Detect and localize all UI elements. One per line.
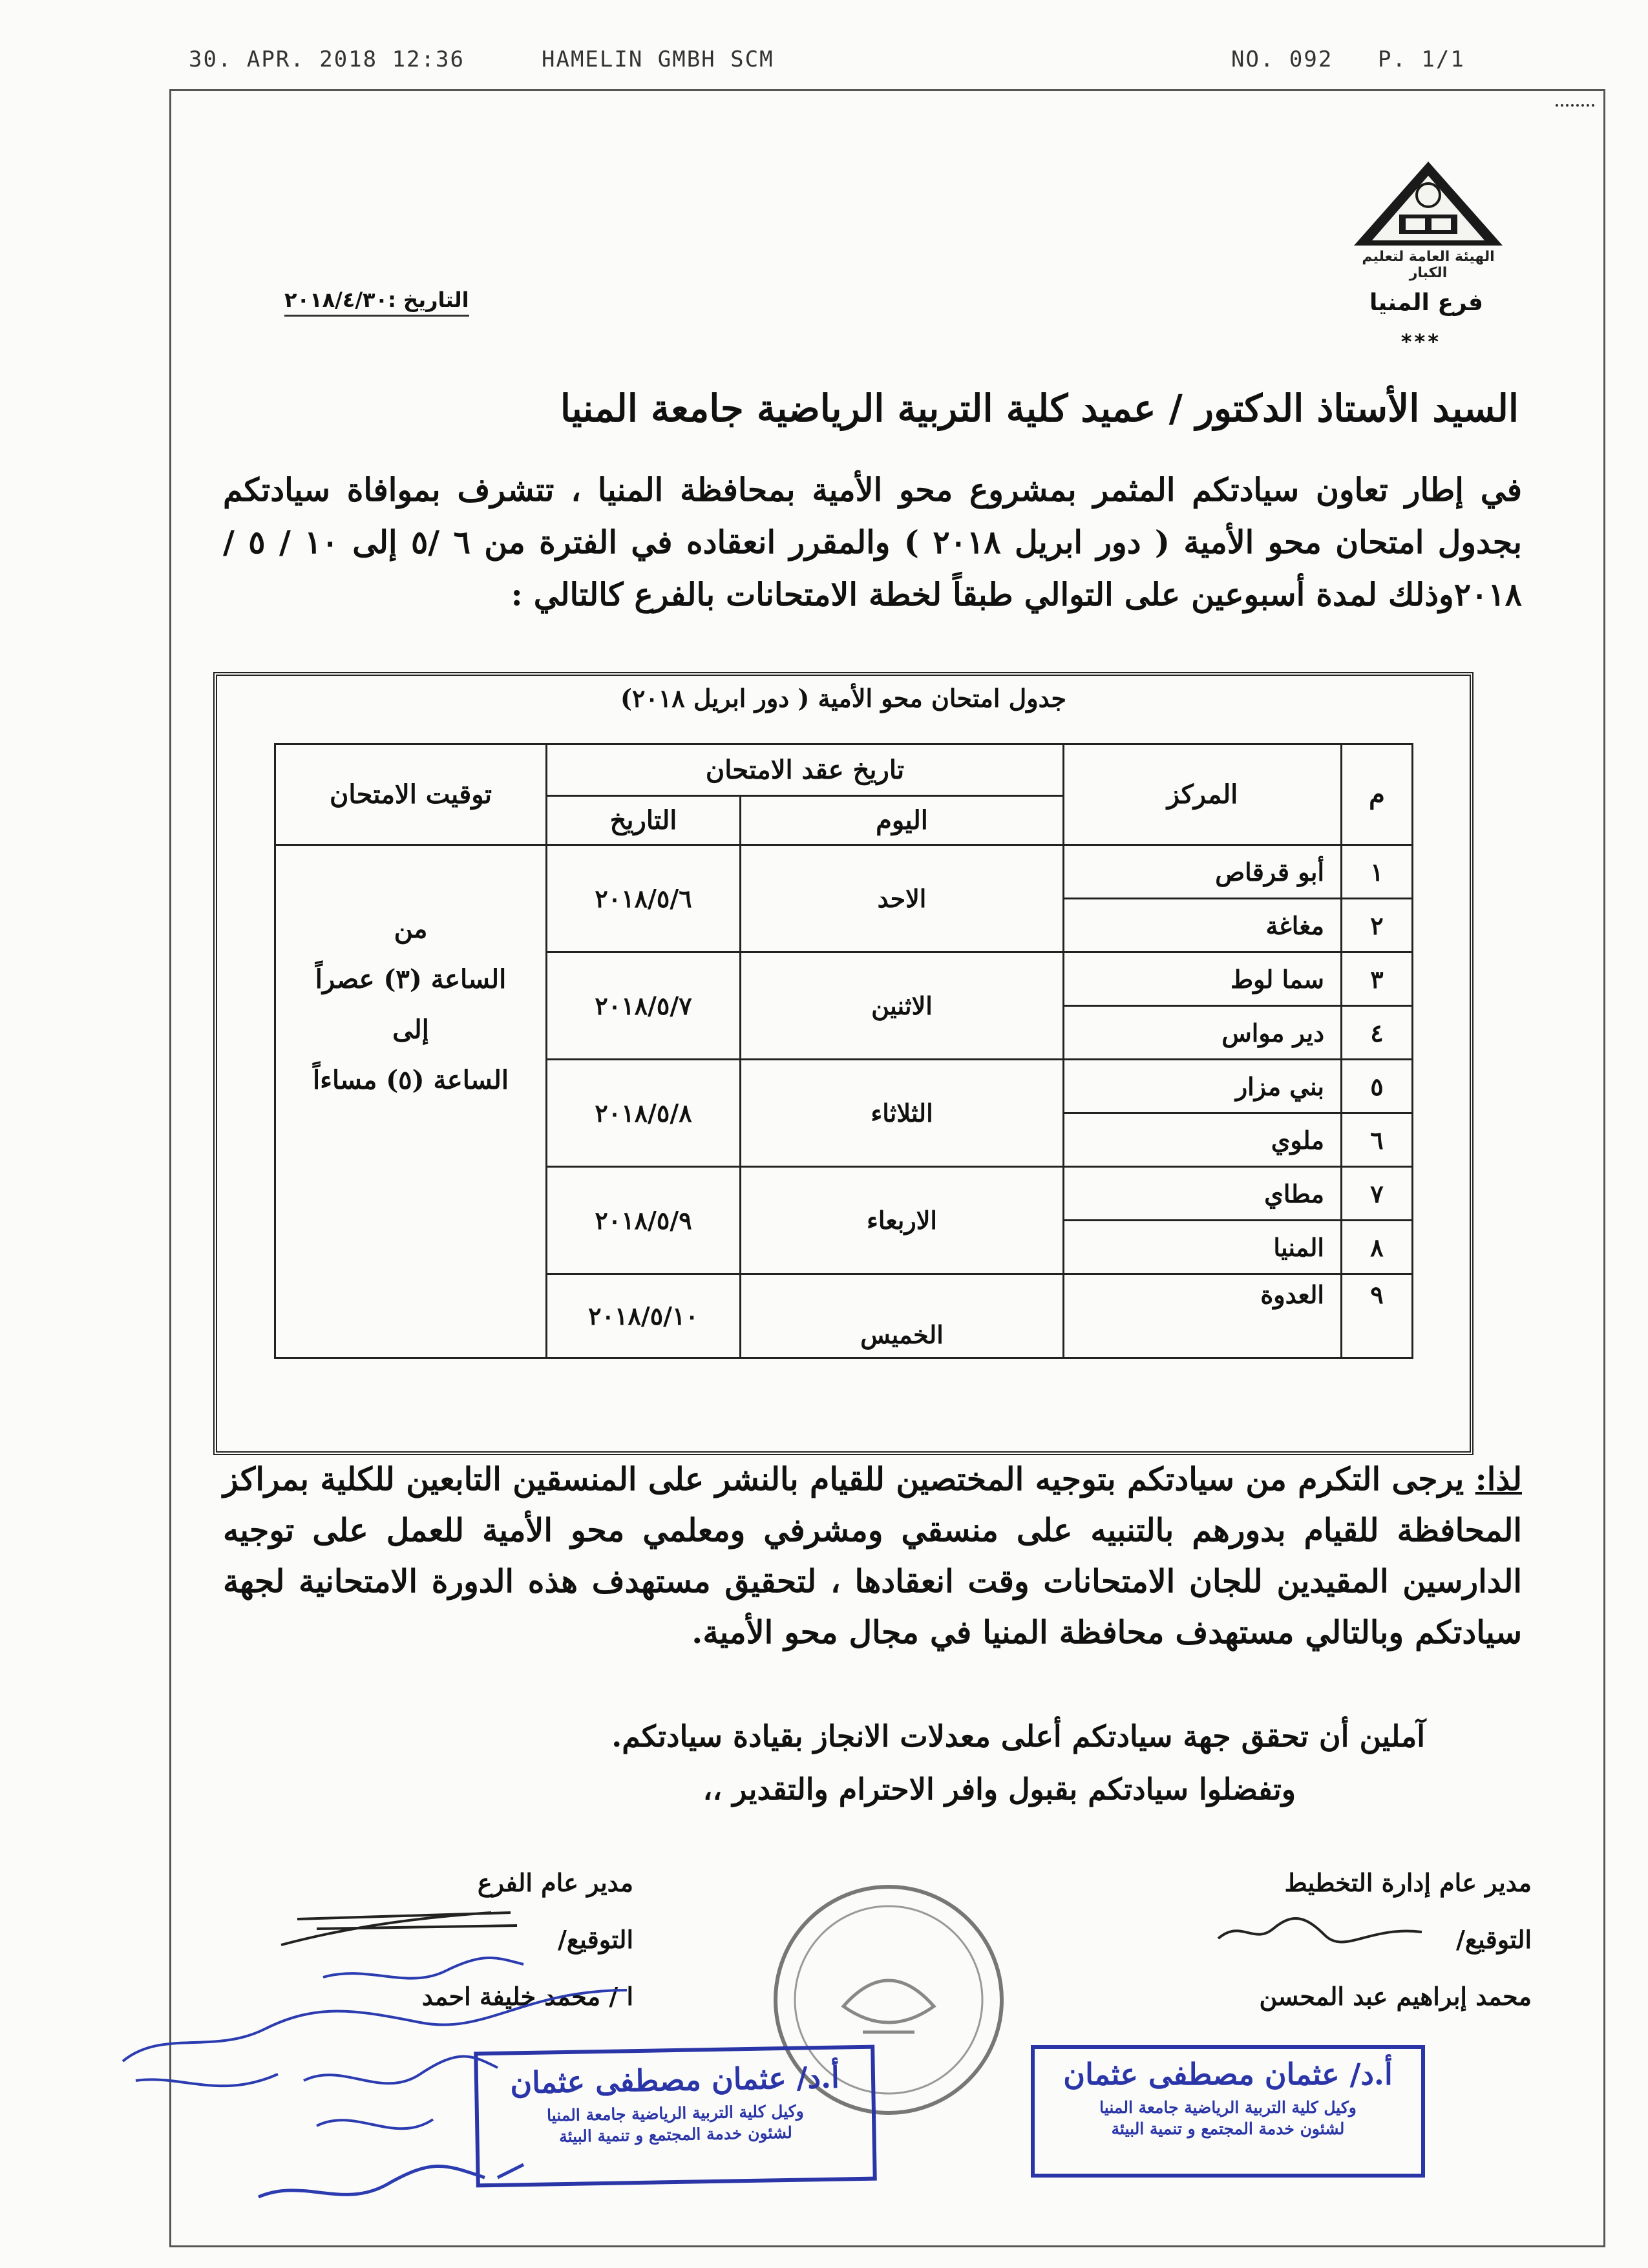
fax-company: HAMELIN GMBH SCM: [542, 47, 774, 72]
row-no: ١: [1342, 845, 1413, 899]
header-exam-date: تاريخ عقد الامتحان: [547, 744, 1064, 796]
stamp-department: لشئون خدمة المجتمع و تنمية البيئة: [558, 2123, 793, 2147]
row-day: الثلاثاء: [741, 1060, 1064, 1167]
row-center: مغاغة: [1064, 899, 1342, 952]
regards-line: وتفضلوا سيادتكم بقبول وافر الاحترام والتقدير ،،: [703, 1772, 1296, 1807]
row-no: ٢: [1342, 899, 1413, 952]
header-center: المركز: [1064, 744, 1342, 845]
header-day: اليوم: [741, 796, 1064, 845]
stamp-position: وكيل كلية التربية الرياضية جامعة المنيا: [546, 2101, 804, 2125]
time-line-from: من: [394, 913, 428, 944]
signatory-title: مدير عام إدارة التخطيط: [1284, 1868, 1532, 1897]
branch-name: فرع المنيا: [1369, 289, 1483, 316]
row-center: بني مزار: [1064, 1060, 1342, 1113]
handwritten-note-icon: [110, 1951, 692, 2242]
signature-label: التوقيع/: [558, 1925, 633, 1954]
row-date: ٢٠١٨/٥/٨: [547, 1060, 741, 1167]
stamp-name: أ.د/ عثمان مصطفى عثمان: [1063, 2057, 1393, 2092]
row-no: ٣: [1342, 952, 1413, 1006]
signature-label: التوقيع/: [1456, 1925, 1532, 1954]
row-center: مطاي: [1064, 1167, 1342, 1221]
row-day: الاربعاء: [741, 1167, 1064, 1274]
logo-caption: الهيئة العامة لتعليم الكبار: [1362, 249, 1495, 281]
row-center: أبو قرقاص: [1064, 845, 1342, 899]
row-no: ٥: [1342, 1060, 1413, 1113]
time-line-end: الساعة (٥) مساءاً: [313, 1064, 509, 1095]
row-date: ٢٠١٨/٥/٦: [547, 845, 741, 952]
closing-body: يرجى التكرم من سيادتكم بتوجيه المختصين للقيام بالنشر على المنسقين التابعين للكلية بمراكز المحافظة للقيام بدورهم بالتنبيه على منسقي ومشرفي ومعلمي محو الأمية للعمل على توجيه الدارسين المقيدين للجان الامتحانات وقت انعقادها ، لتحقيق مستهدف هذه الدورة الامتحانية لجهة سيادتكم وبالتالي مستهدف محافظة المنيا في مجال محو الأمية.: [223, 1460, 1522, 1651]
fax-datetime: 30. APR. 2018 12:36: [189, 47, 465, 72]
fax-page: P. 1/1: [1378, 47, 1465, 72]
closing-lead: لذا:: [1475, 1460, 1522, 1498]
schedule-table: [274, 743, 1413, 1359]
row-no: ٧: [1342, 1167, 1413, 1221]
row-center: دير مواس: [1064, 1006, 1342, 1060]
schedule-table-box: [213, 672, 1474, 1455]
salutation: السيد الأستاذ الدكتور / عميد كلية التربية الرياضية جامعة المنيا: [560, 386, 1519, 430]
signatory-name: محمد إبراهيم عبد المحسن: [1259, 1982, 1532, 2011]
signatory-name: ا / محمد خليفة احمد: [421, 1982, 633, 2011]
stamp-name: أ.د/ عثمان مصطفى عثمان: [509, 2059, 840, 2101]
row-date: ٢٠١٨/٥/١٠: [547, 1274, 741, 1358]
signature-scrawl-left: [278, 1900, 523, 1958]
signatory-title: مدير عام الفرع: [477, 1868, 633, 1897]
stamp-department: لشئون خدمة المجتمع و تنمية البيئة: [1111, 2119, 1345, 2138]
row-no: ٤: [1342, 1006, 1413, 1060]
fax-number: NO. 092: [1231, 47, 1333, 72]
row-center: ملوي: [1064, 1113, 1342, 1167]
corner-mark: [1556, 104, 1594, 116]
row-center: العدوة: [1064, 1274, 1342, 1358]
row-day: الخميس: [741, 1274, 1064, 1358]
closing-paragraph: [223, 1454, 1522, 1658]
time-line-to: إلى: [392, 1014, 429, 1045]
vice-dean-stamp-right: [1031, 2045, 1425, 2178]
signature-scrawl-right: [1215, 1913, 1428, 1951]
row-date: ٢٠١٨/٥/٩: [547, 1167, 741, 1274]
time-line-start: الساعة (٣) عصراً: [315, 963, 507, 994]
schedule-title: جدول امتحان محو الأمية ( دور ابريل ٢٠١٨): [620, 684, 1067, 713]
hope-line: آملين أن تحقق جهة سيادتكم أعلى معدلات الانجاز بقيادة سيادتكم.: [611, 1719, 1425, 1754]
row-no: ٨: [1342, 1221, 1413, 1274]
stamp-position: وكيل كلية التربية الرياضية جامعة المنيا: [1099, 2098, 1357, 2117]
row-no: ٩: [1342, 1274, 1413, 1358]
exam-time-cell: [275, 845, 547, 1358]
fax-header: [0, 47, 1648, 85]
header-no: م: [1342, 744, 1413, 845]
organization-logo: [1347, 155, 1509, 281]
intro-paragraph: في إطار تعاون سيادتكم المثمر بمشروع محو الأمية بمحافظة المنيا ، تتشرف بموافاة سيادتكم بجدول امتحان محو الأمية ( دور ابريل ٢٠١٨ ) والمقرر انعقاده في الفترة من ٦ /٥ إلى ١٠ / ٥ /٢٠١٨وذلك لمدة أسبوعين على التوالي طبقاً لخطة الامتحانات بالفرع كالتالي :: [223, 471, 1522, 613]
header-date: التاريخ: [547, 796, 741, 845]
letter-date: التاريخ :٢٠١٨/٤/٣٠: [284, 288, 469, 317]
row-day: الاثنين: [741, 952, 1064, 1060]
row-no: ٦: [1342, 1113, 1413, 1167]
row-day: الاحد: [741, 845, 1064, 952]
stars-divider: ***: [1400, 330, 1441, 354]
header-time: توقيت الامتحان: [275, 744, 547, 845]
pyramid-logo-icon: [1347, 155, 1509, 252]
row-date: ٢٠١٨/٥/٧: [547, 952, 741, 1060]
row-center: سما لوط: [1064, 952, 1342, 1006]
row-center: المنيا: [1064, 1221, 1342, 1274]
